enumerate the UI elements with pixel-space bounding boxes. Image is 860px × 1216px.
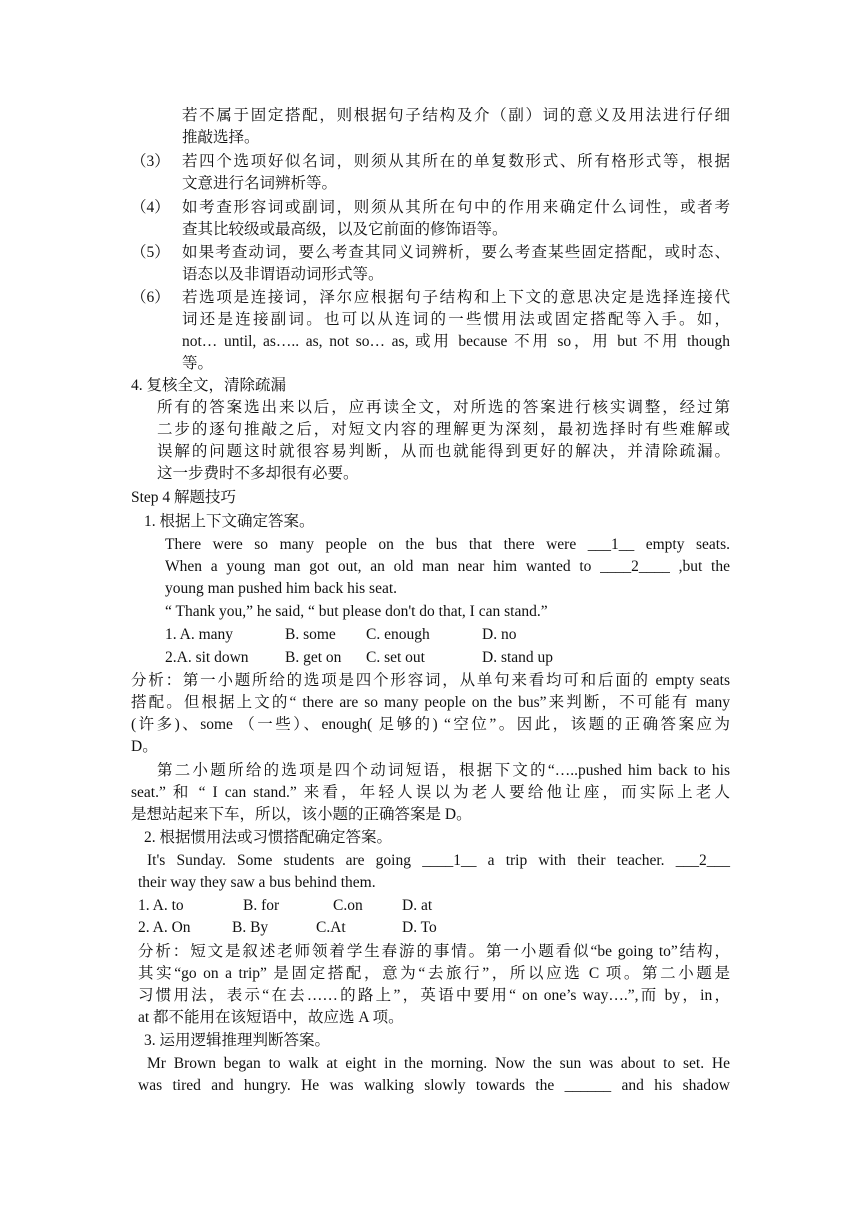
- passage-line: their way they saw a bus behind them.: [138, 874, 376, 891]
- paragraph-line: 如果考查动词，要么考查其同义词辨析，要么考查某些固定搭配，或时态、: [182, 244, 730, 261]
- passage-line: When a young man got out, an old man near him wanted to ____2____ ,but the: [165, 558, 730, 575]
- passage-line: It's Sunday. Some students are going ____1__ a trip with their teacher. ___2___: [147, 852, 730, 869]
- paragraph-line: 文意进行名词辨析等。: [182, 175, 338, 192]
- paragraph-line: 若不属于固定搭配，则根据句子结构及介（副）词的意义及用法进行仔细: [182, 107, 730, 124]
- analysis-line: 搭配。但根据上文的“ there are so many people on the bus”来判断，不可能有 many: [131, 694, 730, 711]
- subsection-heading: 2. 根据惯用法或习惯搭配确定答案。: [144, 829, 393, 846]
- option-1b: B. some: [285, 626, 336, 643]
- analysis-line: 分析：短文是叙述老师领着学生春游的事情。第一小题看似“be going to”结构，: [138, 943, 730, 960]
- paragraph-line: 查其比较级或最高级，以及它前面的修饰语等。: [182, 221, 508, 238]
- paragraph-line: 这一步费时不多却很有必要。: [157, 465, 359, 482]
- option-1c: C. enough: [366, 626, 430, 643]
- option-2b: B. By: [232, 919, 269, 936]
- option-2a: 2.A. sit down: [165, 649, 249, 666]
- step-heading: Step 4 解题技巧: [131, 489, 237, 506]
- option-2b: B. get on: [285, 649, 342, 666]
- passage-line: Mr Brown began to walk at eight in the morning. Now the sun was about to set. He: [147, 1055, 730, 1072]
- item-number: （3）: [131, 153, 170, 170]
- analysis-line: 习惯用法，表示“在去……的路上”，英语中要用“ on one’s way….”,而 by，in，: [138, 987, 730, 1004]
- passage-line: young man pushed him back his seat.: [165, 580, 398, 597]
- paragraph-line: 二步的逐句推敲之后，对短文内容的理解更为深刻，最初选择时有些难解或: [157, 421, 730, 438]
- option-1b: B. for: [243, 897, 280, 914]
- paragraph-line: 若选项是连接词，泽尔应根据句子结构和上下文的意思决定是选择连接代: [182, 289, 730, 306]
- analysis-line: 是想站起来下车，所以，该小题的正确答案是 D。: [131, 806, 472, 823]
- paragraph-line: 所有的答案选出来以后，应再读全文，对所选的答案进行核实调整，经过第: [157, 399, 730, 416]
- option-2c: C.At: [316, 919, 346, 936]
- paragraph-line: 语态以及非谓语动词形式等。: [182, 266, 384, 283]
- paragraph-line: 误解的问题这时就很容易判断，从而也就能得到更好的解决，并清除疏漏。: [157, 443, 730, 460]
- analysis-line: seat.” 和 “ I can stand.” 来看，年轻人误以为老人要给他让座，而实际上老人: [131, 784, 730, 801]
- paragraph-line: not… until, as….. as, not so… as, 或用 because 不用 so，用 but 不用 though: [182, 333, 730, 350]
- option-2d: D. stand up: [482, 649, 554, 666]
- subsection-heading: 3. 运用逻辑推理判断答案。: [144, 1032, 331, 1049]
- analysis-line: 分析：第一小题所给的选项是四个形容词，从单句来看均可和后面的 empty seats: [131, 672, 730, 689]
- analysis-line: D。: [131, 738, 158, 755]
- paragraph-line: 推敲选择。: [182, 129, 260, 146]
- item-number: （5）: [131, 244, 170, 261]
- option-1c: C.on: [333, 897, 363, 914]
- passage-line: There were so many people on the bus that there were ___1__ empty seats.: [165, 536, 730, 553]
- paragraph-line: 词还是连接副词。也可以从连词的一些惯用法或固定搭配等入手。如，: [182, 311, 730, 328]
- option-1a: 1. A. to: [138, 897, 184, 914]
- analysis-line: 第二小题所给的选项是四个动词短语，根据下文的“…..pushed him back to his: [157, 762, 730, 779]
- paragraph-line: 若四个选项好似名词，则须从其所在的单复数形式、所有格形式等，根据: [182, 153, 730, 170]
- option-1d: D. no: [482, 626, 517, 643]
- option-2d: D. To: [402, 919, 437, 936]
- passage-line: “ Thank you,” he said, “ but please don't do that, I can stand.”: [165, 603, 548, 620]
- option-1a: 1. A. many: [165, 626, 234, 643]
- item-number: （6）: [131, 289, 170, 306]
- subsection-heading: 1. 根据上下文确定答案。: [144, 513, 315, 530]
- section-heading: 4. 复核全文，清除疏漏: [131, 377, 287, 394]
- paragraph-line: 等。: [182, 355, 214, 372]
- analysis-line: 其实“go on a trip” 是固定搭配，意为“去旅行”，所以应选 C 项。第二小题是: [138, 965, 730, 982]
- analysis-line: at 都不能用在该短语中，故应选 A 项。: [138, 1009, 404, 1026]
- paragraph-line: 如考查形容词或副词，则须从其所在句中的作用来确定什么词性，或者考: [182, 199, 730, 216]
- option-2a: 2. A. On: [138, 919, 191, 936]
- item-number: （4）: [131, 199, 170, 216]
- analysis-line: (许多)、some （一些）、enough( 足够的) “空位”。因此，该题的正确答案应为: [131, 716, 730, 733]
- option-1d: D. at: [402, 897, 433, 914]
- passage-line: was tired and hungry. He was walking slowly towards the ______ and his shadow: [138, 1077, 730, 1094]
- option-2c: C. set out: [366, 649, 425, 666]
